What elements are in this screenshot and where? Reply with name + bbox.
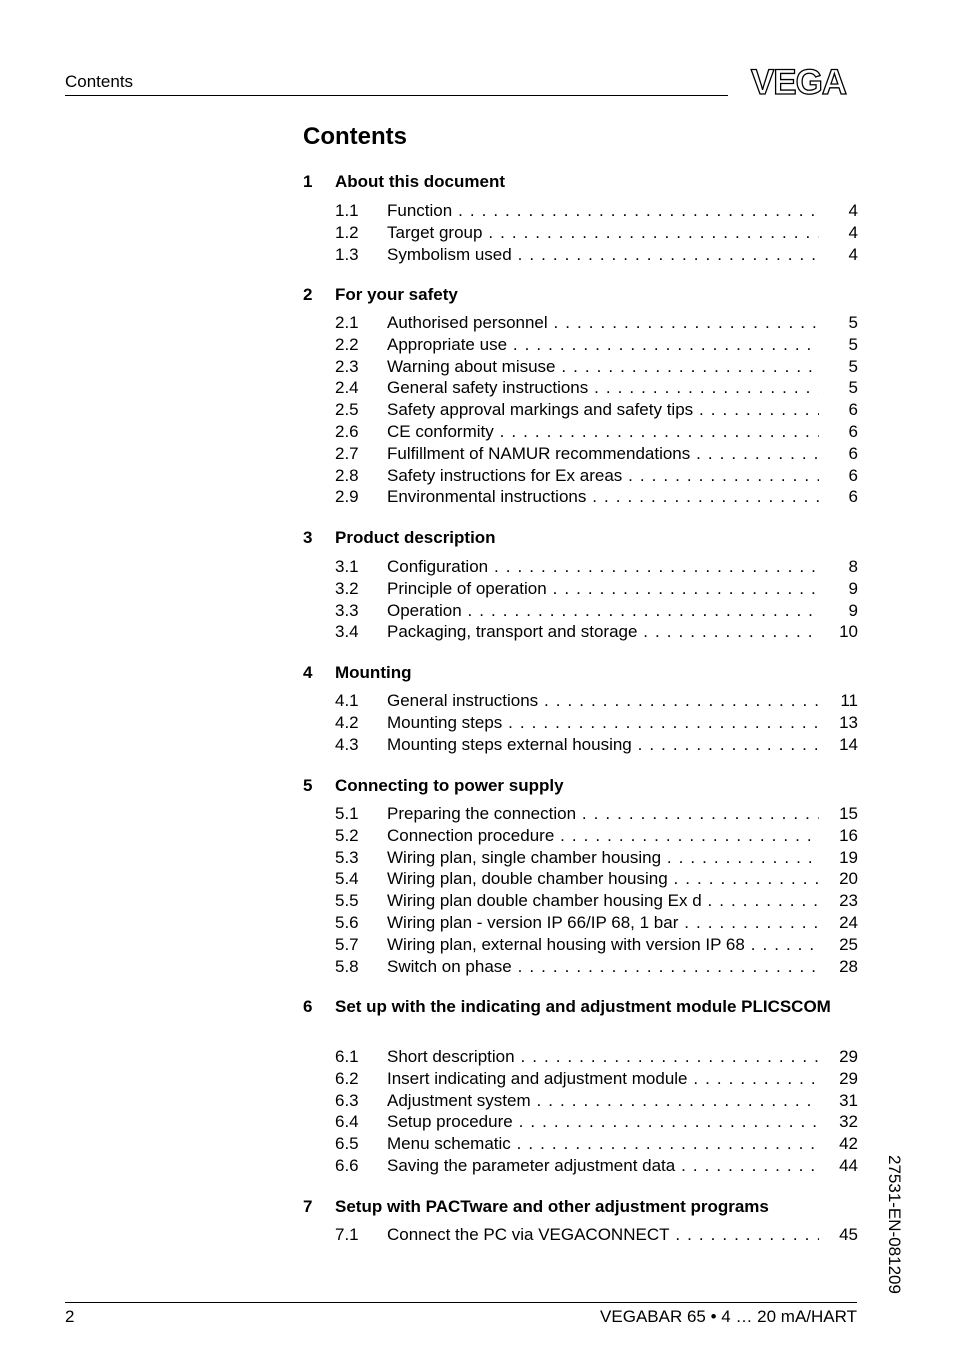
toc-entry-number: 2.7 [335, 443, 359, 463]
toc-entry-label-wrap [387, 826, 819, 846]
toc-entry-number: 1.2 [335, 222, 359, 242]
toc-entry[interactable] [335, 1134, 858, 1156]
header-label: Contents [65, 72, 134, 91]
toc-entry-page: 32 [839, 1112, 858, 1132]
section-title-text: Connecting to power supply [335, 776, 564, 795]
page-title: Contents [303, 123, 407, 150]
toc-entry[interactable] [335, 935, 858, 957]
toc-entry[interactable] [335, 957, 858, 979]
toc-entry-label: Wiring plan, external housing with version IP 68 [387, 934, 745, 954]
toc-entry-label: Saving the parameter adjustment data [387, 1156, 676, 1175]
toc-entry-label-wrap [387, 935, 819, 955]
toc-entry[interactable] [335, 1112, 858, 1134]
toc-entry-label-wrap [387, 223, 819, 243]
toc-entry-label-wrap [387, 1225, 819, 1245]
toc-entry[interactable] [335, 891, 858, 913]
section-title [303, 776, 564, 796]
toc-entry-label: Adjustment system [387, 1090, 531, 1110]
toc-entry[interactable] [335, 1091, 858, 1113]
toc-entry-label: Switch on phase [387, 956, 512, 976]
toc-entry-page: 8 [848, 557, 858, 576]
section-title-text: Mounting [335, 663, 412, 682]
toc-entry-page: 5 [848, 313, 858, 332]
toc-entry-label: Appropriate use [387, 334, 508, 354]
toc-entry[interactable] [335, 601, 858, 623]
toc-entry-label: Insert indicating and adjustment module [387, 1068, 688, 1088]
toc-entry-number: 2.5 [335, 400, 359, 420]
section-number: 5 [303, 776, 313, 795]
toc-entry-label: Symbolism used [387, 244, 512, 264]
toc-entry-number: 3.3 [335, 600, 359, 620]
toc-entry-label: Operation [387, 600, 462, 620]
toc-entry-label: Function [387, 201, 453, 220]
section-number: 7 [303, 1197, 313, 1216]
toc-entry-number: 4.1 [335, 691, 359, 710]
toc-entry-number: 3.2 [335, 578, 359, 598]
toc-entry-number: 2.6 [335, 422, 359, 441]
toc-entry-label-wrap [387, 1112, 819, 1132]
toc-entry-number: 1.1 [335, 201, 359, 220]
toc-entry[interactable] [335, 826, 858, 848]
section-title [303, 1197, 769, 1217]
toc-entry-number: 5.4 [335, 869, 359, 889]
toc-entry-label-wrap [387, 848, 819, 868]
section-title-text: About this document [335, 172, 505, 191]
toc-entry-page: 6 [848, 422, 858, 441]
toc-entry-page: 45 [839, 1225, 858, 1244]
section-title-text: Setup with PACTware and other adjustment programs [335, 1197, 769, 1216]
section-title-text: Product description [335, 528, 496, 547]
toc-entry-label: Safety approval markings and safety tips [387, 400, 694, 420]
toc-entry-label: Menu schematic [387, 1134, 511, 1154]
toc-entry-label: Preparing the connection [387, 804, 577, 823]
toc-entry[interactable] [335, 691, 858, 713]
toc-entry-label-wrap [387, 1069, 819, 1089]
toc-entry-number: 4.2 [335, 712, 359, 732]
toc-entry-label: Authorised personnel [387, 313, 548, 332]
footer-product-name: VEGABAR 65 • 4 … 20 mA/HART [600, 1307, 857, 1326]
toc-entry-page: 44 [839, 1156, 858, 1175]
toc-entry-label: Warning about misuse [387, 356, 556, 376]
toc-entry-label: Mounting steps external housing [387, 734, 632, 754]
toc-entry-label: Wiring plan double chamber housing Ex d [387, 891, 702, 911]
toc-entry-label: Setup procedure [387, 1112, 513, 1132]
toc-entry[interactable] [335, 245, 858, 267]
toc-entry-page: 5 [848, 356, 858, 376]
toc-entry-label: Connection procedure [387, 825, 555, 845]
header-rule [65, 95, 728, 96]
toc-entry-number: 5.8 [335, 956, 359, 976]
toc-entry-label: Wiring plan, single chamber housing [387, 847, 662, 867]
toc-entry-page: 24 [839, 913, 858, 932]
toc-entry[interactable] [335, 444, 858, 466]
toc-entry-label: CE conformity [387, 422, 494, 441]
toc-entry-number: 2.2 [335, 334, 359, 354]
section-number: 6 [303, 997, 313, 1016]
toc-entry-page: 16 [839, 825, 858, 845]
toc-entry-number: 2.4 [335, 378, 359, 398]
section-title-text: Set up with the indicating and adjustment module PLICSCOM [335, 997, 831, 1016]
toc-entry-number: 6.2 [335, 1068, 359, 1088]
toc-entry-page: 5 [848, 334, 858, 354]
toc-entry-label-wrap [387, 957, 819, 977]
toc-entry-label-wrap [387, 335, 819, 355]
toc-entry-number: 5.2 [335, 825, 359, 845]
toc-entry-page: 25 [839, 934, 858, 954]
toc-entry-number: 2.3 [335, 356, 359, 376]
toc-entry-label-wrap [387, 913, 819, 933]
toc-entry-label-wrap [387, 1134, 819, 1154]
toc-entry-label-wrap [387, 357, 819, 377]
toc-entry[interactable] [335, 713, 858, 735]
toc-entry-page: 23 [839, 891, 858, 911]
toc-entry-label-wrap [387, 1047, 819, 1067]
toc-entry[interactable] [335, 735, 858, 757]
toc-entry-page: 31 [839, 1090, 858, 1110]
toc-entry-page: 9 [848, 578, 858, 598]
toc-entry-number: 5.6 [335, 913, 359, 932]
section-title [303, 997, 831, 1017]
toc-entry-page: 11 [840, 691, 858, 710]
toc-entry-label-wrap [387, 557, 819, 577]
toc-entry-label-wrap [387, 245, 819, 265]
toc-entry-page: 4 [848, 201, 858, 220]
toc-entry-label-wrap [387, 891, 819, 911]
section-number: 3 [303, 528, 313, 547]
toc-entry-number: 7.1 [335, 1225, 359, 1244]
toc-entry-label: Safety instructions for Ex areas [387, 465, 623, 485]
toc-entry-page: 6 [848, 465, 858, 485]
toc-entry-number: 6.3 [335, 1090, 359, 1110]
footer-page-number: 2 [65, 1307, 75, 1326]
toc-entry-label: Principle of operation [387, 578, 547, 598]
toc-entry-label-wrap [387, 444, 819, 464]
toc-entry-label: Wiring plan - version IP 66/IP 68, 1 bar [387, 913, 679, 932]
toc-entry-page: 6 [848, 487, 858, 507]
toc-entry-label-wrap [387, 466, 819, 486]
toc-entry[interactable] [335, 557, 858, 579]
toc-entry[interactable] [335, 1047, 858, 1069]
toc-entry[interactable] [335, 1069, 858, 1091]
toc-entry-number: 6.1 [335, 1047, 359, 1066]
toc-entry[interactable] [335, 487, 858, 509]
toc-entry-number: 5.3 [335, 847, 359, 867]
toc-entry-page: 13 [839, 712, 858, 732]
toc-entry-label-wrap [387, 713, 819, 733]
toc-entry-page: 6 [848, 400, 858, 420]
toc-entry[interactable] [335, 1156, 858, 1178]
toc-entry-page: 9 [848, 600, 858, 620]
toc-entry-number: 3.4 [335, 622, 359, 642]
toc-entry-number: 6.6 [335, 1156, 359, 1175]
toc-entry-page: 20 [839, 869, 858, 889]
document-code: 27531-EN-081209 [885, 1155, 904, 1294]
toc-entry[interactable] [335, 422, 858, 444]
section-title [303, 663, 411, 683]
toc-entry-label-wrap [387, 313, 819, 333]
toc-entry-number: 4.3 [335, 734, 359, 754]
toc-entry-label: Fulfillment of NAMUR recommendations [387, 443, 691, 463]
toc-entry-page: 14 [839, 734, 858, 754]
toc-entry-label: Packaging, transport and storage [387, 622, 638, 642]
toc-entry-label-wrap [387, 487, 819, 507]
toc-entry[interactable] [335, 622, 858, 644]
toc-entry[interactable] [335, 913, 858, 935]
toc-entry-label: Configuration [387, 557, 489, 576]
toc-entry[interactable] [335, 357, 858, 379]
toc-entry-label: Environmental instructions [387, 487, 587, 507]
toc-entry-number: 2.8 [335, 465, 359, 485]
toc-entry-label-wrap [387, 422, 819, 442]
toc-entry-page: 28 [839, 956, 858, 976]
toc-entry[interactable] [335, 1225, 858, 1247]
section-title [303, 172, 505, 192]
toc-entry-page: 29 [839, 1047, 858, 1066]
toc-entry-page: 29 [839, 1068, 858, 1088]
toc-entry-label-wrap [387, 400, 819, 420]
toc-entry-page: 4 [848, 222, 858, 242]
toc-entry[interactable] [335, 848, 858, 870]
toc-entry-label-wrap [387, 691, 819, 711]
section-title [303, 528, 496, 548]
toc-entry[interactable] [335, 804, 858, 826]
toc-entry-label: Target group [387, 222, 483, 242]
toc-entry-label-wrap [387, 804, 819, 824]
toc-entry-page: 42 [839, 1134, 858, 1154]
toc-entry-page: 19 [839, 847, 858, 867]
toc-entry-label: Connect the PC via VEGACONNECT [387, 1225, 670, 1244]
toc-entry-label-wrap [387, 579, 819, 599]
toc-entry-number: 1.3 [335, 244, 359, 264]
toc-entry-label-wrap [387, 378, 819, 398]
toc-entry-label: Wiring plan, double chamber housing [387, 869, 668, 889]
toc-entry[interactable] [335, 223, 858, 245]
toc-entry-label-wrap [387, 1091, 819, 1111]
toc-entry-label: Mounting steps [387, 712, 503, 732]
toc-entry-label: Short description [387, 1047, 515, 1066]
toc-entry[interactable] [335, 579, 858, 601]
toc-entry-number: 6.4 [335, 1112, 359, 1132]
footer-rule [65, 1302, 857, 1303]
toc-entry-label-wrap [387, 869, 819, 889]
toc-entry[interactable] [335, 466, 858, 488]
toc-entry-label-wrap [387, 735, 819, 755]
toc-entry[interactable] [335, 378, 858, 400]
section-title-text: For your safety [335, 285, 458, 304]
toc-entry-label: General safety instructions [387, 378, 589, 398]
vega-logo [740, 66, 857, 97]
toc-entry[interactable] [335, 313, 858, 335]
toc-entry-label-wrap [387, 201, 819, 221]
toc-entry[interactable] [335, 869, 858, 891]
toc-entry-number: 5.1 [335, 804, 359, 823]
svg-text:VEGA: VEGA [750, 66, 847, 97]
toc-entry-label: General instructions [387, 691, 539, 710]
toc-entry-label-wrap [387, 622, 819, 642]
toc-entry[interactable] [335, 335, 858, 357]
toc-entry-number: 5.5 [335, 891, 359, 911]
toc-entry-label-wrap [387, 601, 819, 621]
toc-entry[interactable] [335, 201, 858, 223]
section-number: 1 [303, 172, 313, 191]
section-number: 4 [303, 663, 313, 682]
toc-entry-page: 5 [848, 378, 858, 398]
toc-entry-number: 2.1 [335, 313, 359, 332]
section-title [303, 285, 458, 305]
toc-entry[interactable] [335, 400, 858, 422]
toc-entry-number: 5.7 [335, 934, 359, 954]
toc-entry-page: 4 [848, 244, 858, 264]
toc-entry-page: 6 [848, 443, 858, 463]
section-number: 2 [303, 285, 313, 304]
toc-entry-number: 3.1 [335, 557, 359, 576]
toc-entry-label-wrap [387, 1156, 819, 1176]
toc-entry-page: 10 [839, 622, 858, 642]
toc-entry-number: 2.9 [335, 487, 359, 507]
toc-entry-page: 15 [839, 804, 858, 823]
toc-entry-number: 6.5 [335, 1134, 359, 1154]
